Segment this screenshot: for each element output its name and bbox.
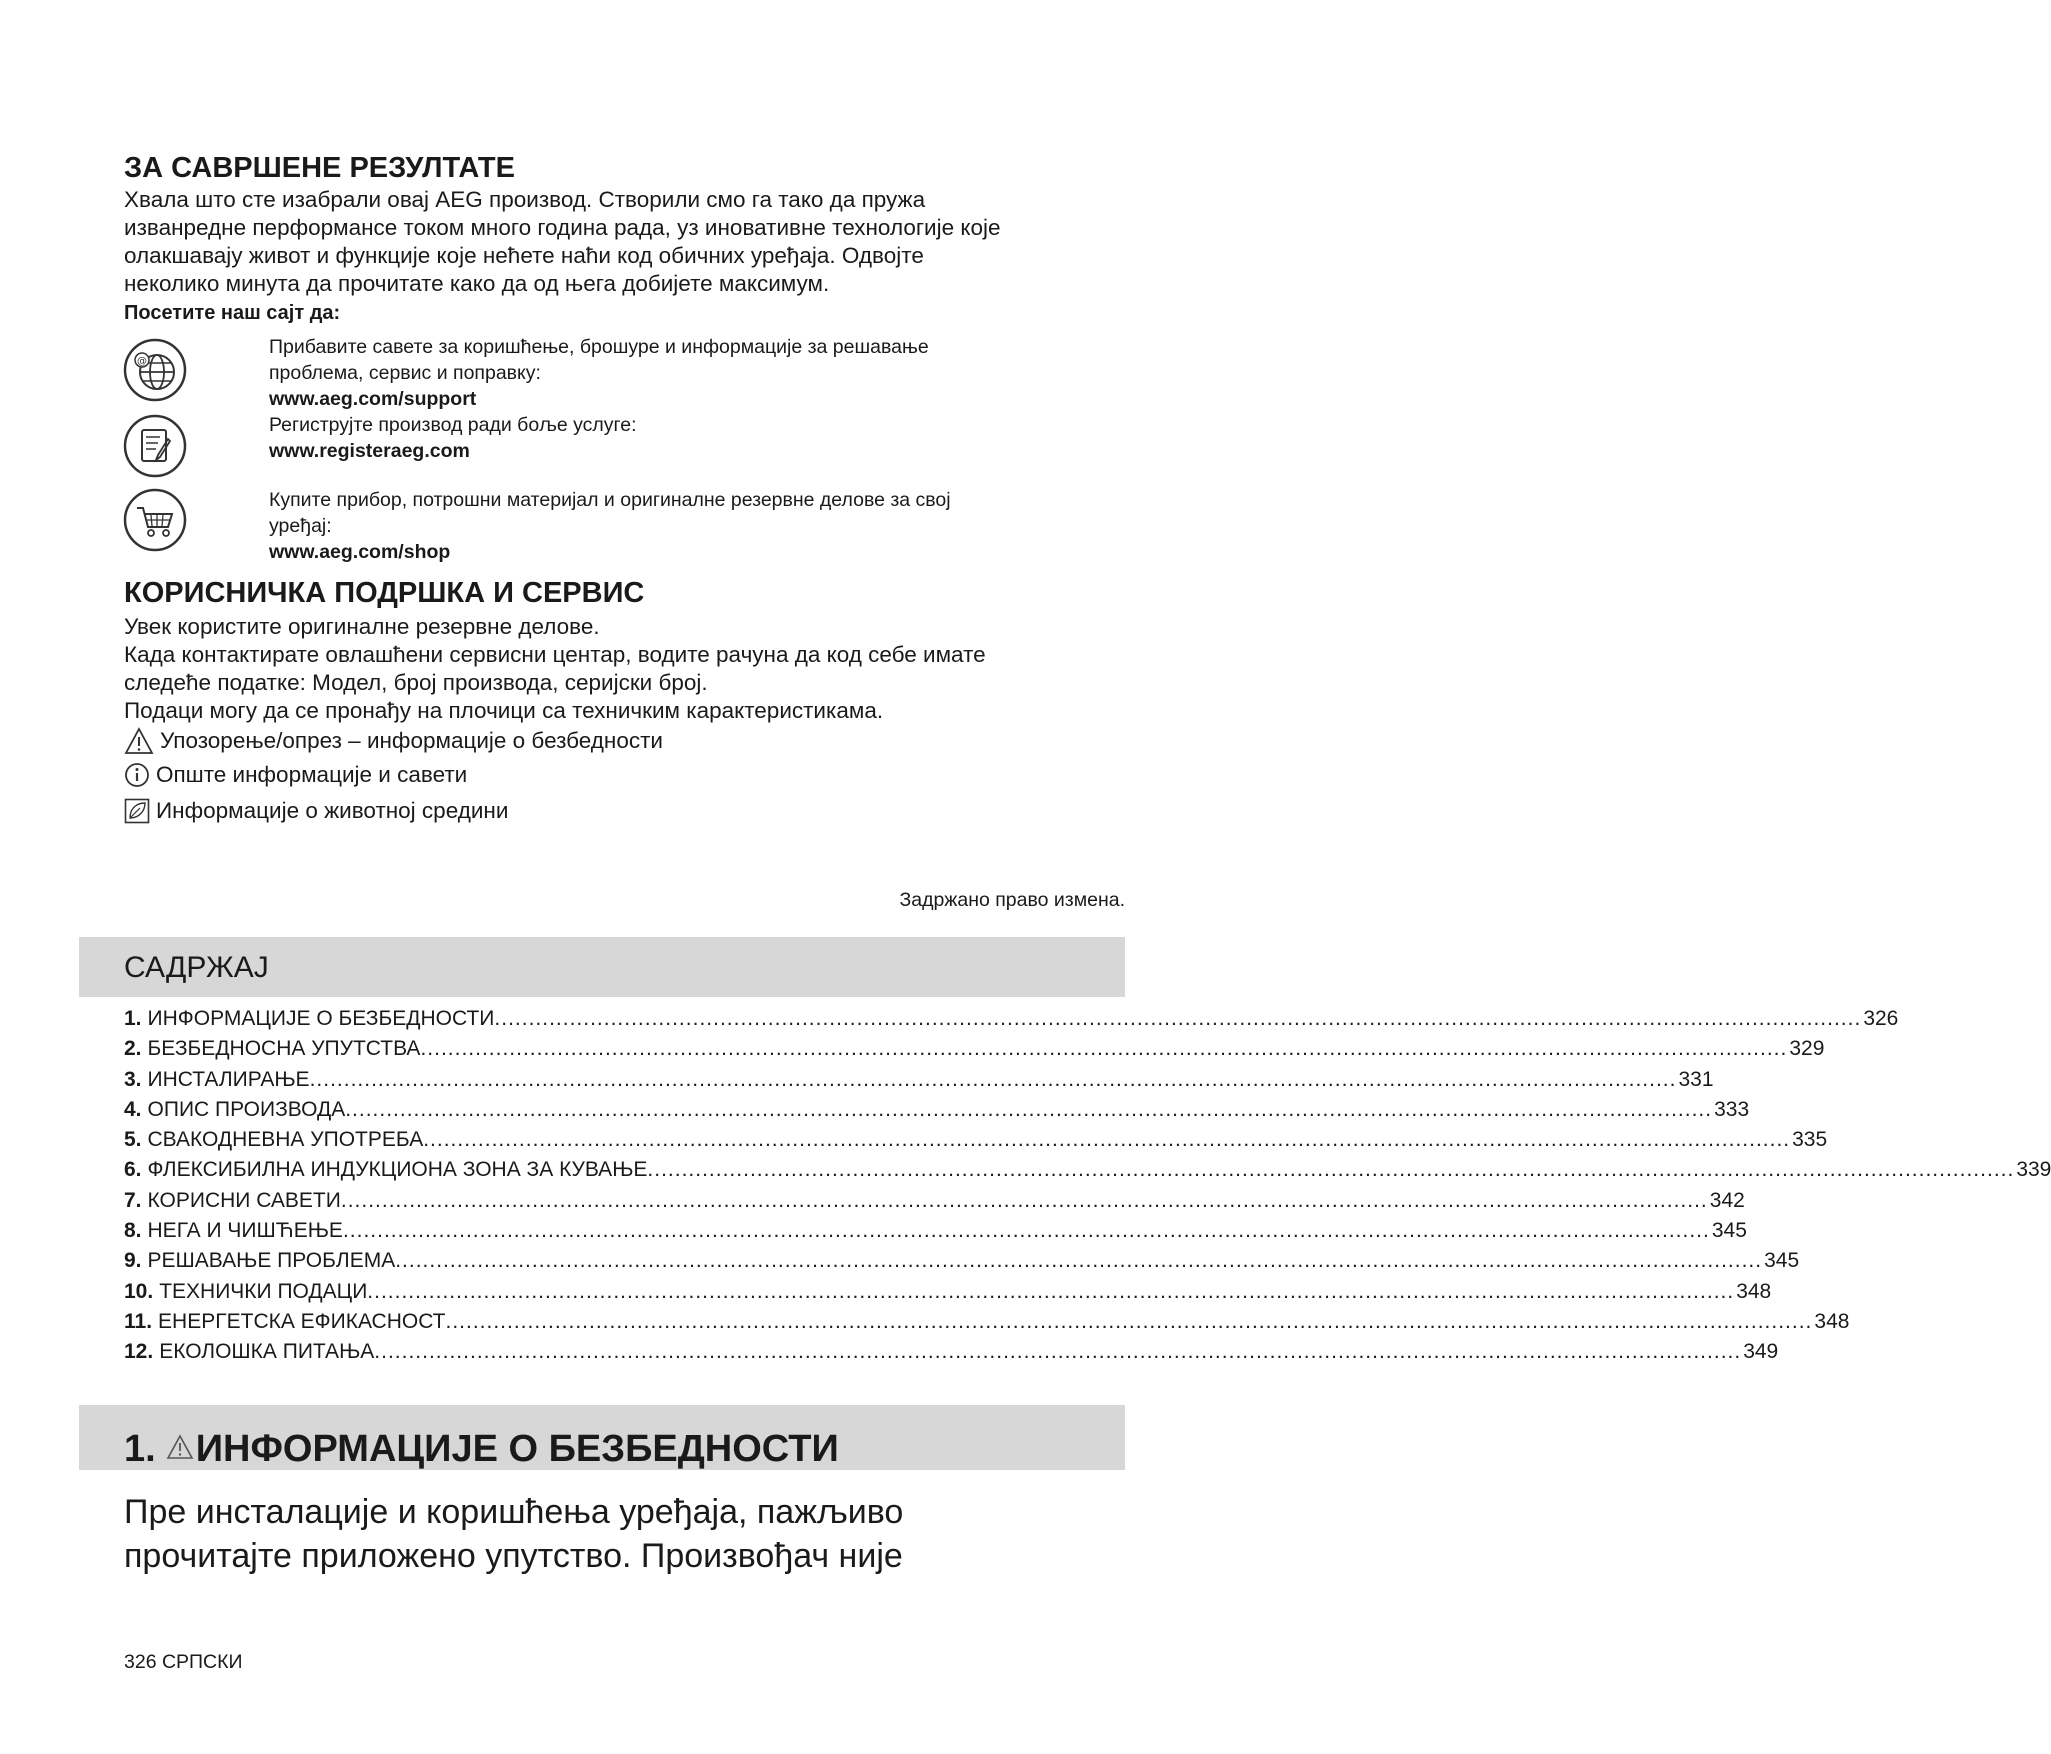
section-heading: ИНФОРМАЦИЈЕ О БЕЗБЕДНОСТИ xyxy=(195,1428,839,1470)
link-text: Региструјте производ ради боље услуге: xyxy=(269,414,637,436)
leaf-icon xyxy=(124,798,150,824)
toc-item-page: 329 xyxy=(1789,1037,1825,1061)
toc-item-page: 349 xyxy=(1743,1340,1779,1364)
toc-item[interactable] xyxy=(124,1037,1825,1067)
toc-list xyxy=(124,1007,2051,1371)
toc-item[interactable] xyxy=(124,1219,1747,1249)
toc-item-number: 11. xyxy=(124,1309,153,1333)
toc-item-page: 348 xyxy=(1814,1309,1850,1333)
toc-leader-dots: ........................................................................................................................................................................................................ xyxy=(494,1007,1862,1030)
link-text: уређај: xyxy=(269,515,332,537)
toc-title: САДРЖАЈ xyxy=(124,951,269,984)
legend-text: Упозорење/опрез – информације о безбедности xyxy=(160,728,663,753)
toc-item-number: 12. xyxy=(124,1340,154,1364)
toc-item-number: 2. xyxy=(124,1037,142,1061)
toc-item-title: РЕШАВАЊЕ ПРОБЛЕМА xyxy=(147,1249,396,1273)
toc-item-number: 5. xyxy=(124,1128,142,1152)
register-url[interactable]: www.registeraeg.com xyxy=(269,440,470,462)
toc-leader-dots: ........................................................................................................................................................................................................ xyxy=(367,1279,1735,1303)
toc-item[interactable] xyxy=(124,1158,2051,1188)
toc-leader-dots: ........................................................................................................................................................................................................ xyxy=(420,1037,1788,1061)
shop-link-block xyxy=(269,487,1089,565)
toc-item-page: 331 xyxy=(1678,1067,1714,1091)
support-heading: КОРИСНИЧКА ПОДРШКА И СЕРВИС xyxy=(124,577,645,609)
results-line: олакшавају живот и функције које нећете наћи код обичних уређаја. Одвојте xyxy=(124,243,924,268)
toc-leader-dots: ........................................................................................................................................................................................................ xyxy=(345,1097,1713,1121)
cart-icon xyxy=(122,487,188,553)
toc-item-page: 335 xyxy=(1792,1128,1828,1152)
toc-item-page: 333 xyxy=(1714,1097,1750,1121)
toc-item-title: ЕКОЛОШКА ПИТАЊА xyxy=(159,1340,375,1364)
toc-leader-dots: ........................................................................................................................................................................................................ xyxy=(342,1219,1710,1243)
intro-line: прочитајте приложено упутство. Произвођач није xyxy=(124,1537,903,1575)
toc-item-number: 6. xyxy=(124,1158,142,1182)
link-text: Купите прибор, потрошни материјал и оригиналне резервне делове за свој xyxy=(269,489,951,511)
toc-item-title: СВАКОДНЕВНА УПОТРЕБА xyxy=(147,1128,424,1152)
toc-item-title: ТЕХНИЧКИ ПОДАЦИ xyxy=(159,1279,368,1303)
support-text xyxy=(124,613,1124,725)
results-line: изванредне перформансе током много година рада, уз иновативне технологије које xyxy=(124,215,1001,240)
svg-text:@: @ xyxy=(137,356,147,367)
legend-environment xyxy=(124,798,508,824)
legend-info xyxy=(124,762,467,788)
results-heading: ЗА САВРШЕНЕ РЕЗУЛТАТЕ xyxy=(124,152,515,184)
toc-item-page: 342 xyxy=(1709,1188,1745,1212)
toc-item[interactable] xyxy=(124,1309,1850,1340)
toc-leader-dots: ........................................................................................................................................................................................................ xyxy=(340,1188,1708,1212)
link-text: Прибавите савете за коришћење, брошуре и информације за решавање xyxy=(269,336,929,358)
info-icon xyxy=(124,762,150,788)
support-line: Када контактирате овлашћени сервисни центар, водите рачуна да код себе имате xyxy=(124,642,986,667)
results-line: Хвала што сте изабрали овај AEG производ. Створили смо га тако да пружа xyxy=(124,187,926,212)
support-url[interactable]: www.aeg.com/support xyxy=(269,388,477,410)
toc-item-title: ФЛЕКСИБИЛНА ИНДУКЦИОНА ЗОНА ЗА КУВАЊЕ xyxy=(147,1158,648,1182)
toc-leader-dots: ........................................................................................................................................................................................................ xyxy=(309,1067,1677,1091)
toc-leader-dots: ........................................................................................................................................................................................................ xyxy=(395,1249,1763,1273)
toc-item[interactable] xyxy=(124,1128,1828,1158)
toc-item-number: 10. xyxy=(124,1279,154,1303)
toc-item-page: 345 xyxy=(1764,1249,1800,1273)
warning-icon xyxy=(166,1434,194,1460)
legend-text: Опште информације и савети xyxy=(156,762,468,787)
toc-item[interactable] xyxy=(124,1249,1800,1279)
support-line: Подаци могу да се пронађу на плочици са техничким карактеристикама. xyxy=(124,698,884,723)
section-intro xyxy=(124,1490,1124,1578)
toc-item-number: 3. xyxy=(124,1067,142,1091)
visit-label: Посетите наш сајт да: xyxy=(124,302,341,324)
toc-item-number: 4. xyxy=(124,1097,142,1121)
toc-item[interactable] xyxy=(124,1188,1745,1219)
results-line: неколико минута да прочитате како да од њега добијете максимум. xyxy=(124,271,830,296)
toc-item-title: ИНФОРМАЦИЈЕ О БЕЗБЕДНОСТИ xyxy=(147,1007,495,1030)
warning-icon xyxy=(124,727,154,755)
legend-warning xyxy=(124,727,663,755)
toc-item[interactable] xyxy=(124,1340,1779,1370)
toc-item[interactable] xyxy=(124,1097,1750,1128)
legend-text: Информације о животној средини xyxy=(156,798,509,823)
support-line: следеће податке: Модел, број производа, серијски број. xyxy=(124,670,708,695)
toc-leader-dots: ........................................................................................................................................................................................................ xyxy=(445,1309,1813,1333)
toc-item[interactable] xyxy=(124,1279,1772,1310)
toc-item-title: БЕЗБЕДНОСНА УПУТСТВА xyxy=(147,1037,421,1061)
toc-item[interactable] xyxy=(124,1007,1899,1037)
link-text: проблема, сервис и поправку: xyxy=(269,362,541,384)
toc-item-title: КОРИСНИ САВЕТИ xyxy=(147,1188,341,1212)
toc-item-number: 1. xyxy=(124,1007,142,1030)
support-link-block xyxy=(269,334,1089,412)
toc-item-title: ИНСТАЛИРАЊЕ xyxy=(147,1067,310,1091)
toc-item-title: ЕНЕРГЕТСКА ЕФИКАСНОСТ xyxy=(158,1309,446,1333)
toc-item-number: 7. xyxy=(124,1188,142,1212)
rights-reserved: Задржано право измена. xyxy=(899,889,1125,911)
toc-item-number: 9. xyxy=(124,1249,142,1273)
toc-item-page: 345 xyxy=(1711,1219,1747,1243)
globe-icon xyxy=(122,337,188,403)
section-number: 1. xyxy=(124,1428,156,1470)
toc-leader-dots: ........................................................................................................................................................................................................ xyxy=(647,1158,2015,1182)
register-link-block xyxy=(269,412,1089,464)
toc-item-title: НЕГА И ЧИШЋЕЊЕ xyxy=(147,1219,343,1243)
register-icon xyxy=(122,413,188,479)
toc-item-page: 326 xyxy=(1863,1007,1899,1030)
results-intro xyxy=(124,186,1124,298)
section-title xyxy=(124,1428,839,1471)
toc-leader-dots: ........................................................................................................................................................................................................ xyxy=(374,1340,1742,1364)
support-line: Увек користите оригиналне резервне делове. xyxy=(124,614,600,639)
toc-item-title: ОПИС ПРОИЗВОДА xyxy=(147,1097,346,1121)
toc-item-page: 339 xyxy=(2016,1158,2051,1182)
page-footer: 326 СРПСКИ xyxy=(124,1651,243,1673)
toc-item-number: 8. xyxy=(124,1219,142,1243)
shop-url[interactable]: www.aeg.com/shop xyxy=(269,541,451,563)
toc-item-page: 348 xyxy=(1736,1279,1772,1303)
intro-line: Пре инсталације и коришћења уређаја, пажљиво xyxy=(124,1493,904,1531)
toc-leader-dots: ........................................................................................................................................................................................................ xyxy=(423,1128,1791,1152)
toc-item[interactable] xyxy=(124,1067,1714,1098)
